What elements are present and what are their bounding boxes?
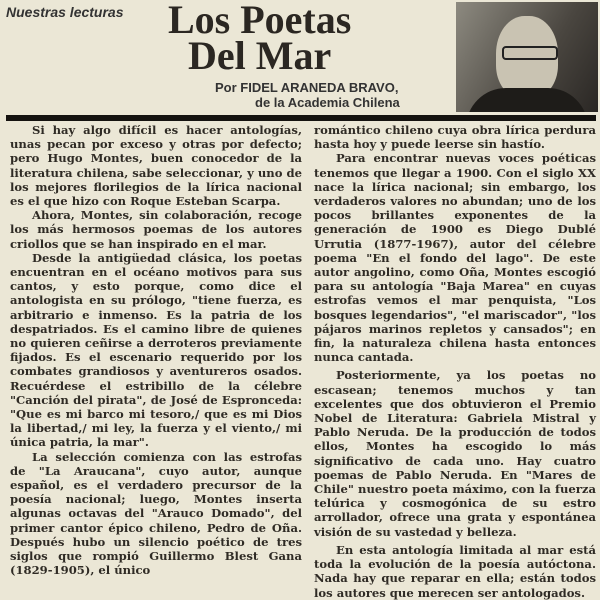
- paragraph: Posteriormente, ya los poetas no escasean; tenemos muchos y tan excelentes que dos obtuvieron el Premio Nobel de Literatura: Gabriela Mistral y Pablo Neruda. De la producción de todos ellos, Montes ha escogido lo más significativo de cada uno. Hay cuatro poemas de Pablo Neruda. En "Mares de Chile" nuestro poeta máximo, con la fuerza telúrica y cosmogónica de su estro arrollador, ofrece una grata y espontánea visión de su vastedad y belleza.: [314, 368, 596, 539]
- photo-body: [466, 88, 588, 112]
- column-right: [314, 123, 596, 600]
- paragraph: Si hay algo difícil es hacer antologías, unas pecan por exceso y otras por defecto; pero Hugo Montes, buen conocedor de la literatura chilena, sabe seleccionar, y uno de los mejores florilegios de la lírica nacional es el que hizo con Roque Esteban Scarpa.: [10, 123, 302, 209]
- title-line-1: Los Poetas: [168, 0, 352, 42]
- title-line-2: Del Mar: [188, 33, 332, 78]
- byline: [215, 80, 400, 110]
- paragraph: Para encontrar nuevas voces poéticas tenemos que llegar a 1900. Con el siglo XX nace la lírica nacional; sin embargo, los verdaderos valores no abundan; uno de los pocos brillantes exponentes de la generación de 1900 es Diego Dublé Urrutia (1877-1967), autor del célebre poema "En el fondo del lago". De este autor angolino, como Oña, Montes escogió para su antología "Baja Marea" en cuyas estrofas vemos el mar penquista, "Los bosques legendarios", "el mariscador", "los pájaros marinos repletos y cansados"; en fin, la naturaleza chilena hasta entonces nunca cantada.: [314, 151, 596, 365]
- author-photo: [456, 2, 598, 112]
- paragraph: romántico chileno cuya obra lírica perdura hasta hoy y puede leerse sin hastío.: [314, 123, 596, 152]
- byline-affiliation: de la Academia Chilena: [255, 95, 400, 110]
- paragraph: Ahora, Montes, sin colaboración, recoge los más hermosos poemas de los autores criollos que se han inspirado en el mar.: [10, 208, 302, 251]
- paragraph: En esta antología limitada al mar está toda la evolución de la poesía autóctona. Nada hay que reparar en ella; están todos los autores que merecen ser antologados.: [314, 542, 596, 600]
- paragraph: La selección comienza con las estrofas de "La Araucana", cuyo autor, aunque español, es el verdadero precursor de la poesía nacional; luego, Montes inserta algunas octavas del "Arauco Domado", del primer cantor épico chileno, Pedro de Oña. Después hubo un silencio poético de tres siglos que rompió Guillermo Blest Gana (1829-1905), el único: [10, 449, 302, 578]
- header-rule: [6, 115, 596, 121]
- section-kicker: Nuestras lecturas: [6, 4, 124, 20]
- column-left: [10, 123, 302, 578]
- paragraph: Desde la antigüedad clásica, los poetas encuentran en el océano motivos para sus cantos, y esto porque, como dice el antologista en su prólogo, "tiene fuerza, es arbitrario e inmenso. Es la patria de los despatriados. Es el camino libre de quienes no quieren ceñirse a derroteros previamente fijados. Es el escenario requerido por los combates grandiosos y aventureros osados. Recuérdese el estribillo de la célebre "Canción del pirata", de José de Espronceda: "Que es mi barco mi tesoro,/ que es mi Dios la libertad,/ mi ley, la fuerza y el viento,/ mi única patria, la mar".: [10, 250, 302, 450]
- article-title: [168, 0, 352, 78]
- photo-glasses: [502, 46, 558, 60]
- byline-author: Por FIDEL ARANEDA BRAVO,: [215, 80, 399, 95]
